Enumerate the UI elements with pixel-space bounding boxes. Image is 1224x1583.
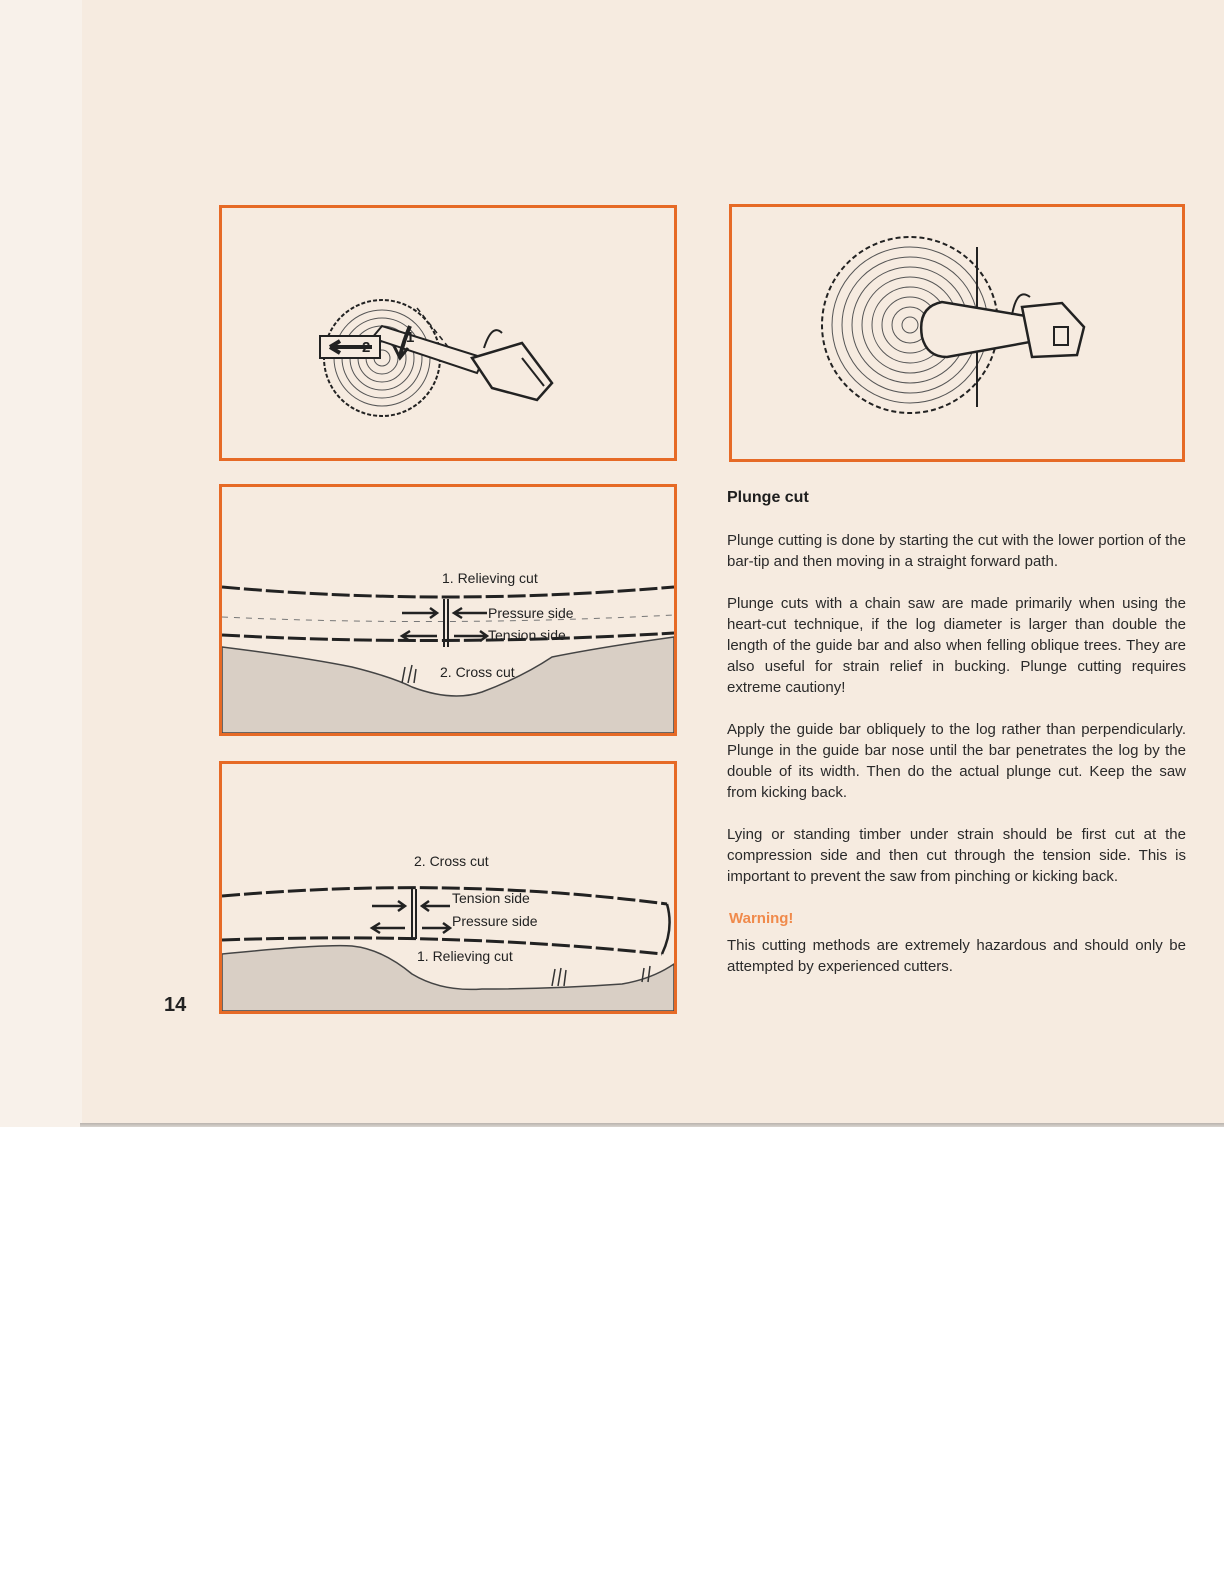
label-pressure-side: Pressure side bbox=[452, 913, 538, 929]
label-tension-side: Tension side bbox=[488, 627, 566, 643]
warning-text: This cutting methods are extremely hazardous and should only be attempted by experienced cutters. bbox=[727, 937, 1186, 975]
paragraph-2: Plunge cuts with a chain saw are made primarily when using the heart-cut technique, if the log diameter is larger than double the length of the guide bar and also when felling oblique trees. They are also useful for strain relief in bucking. Plunge cutting requires extreme cautiony! bbox=[727, 595, 1186, 696]
page-number: 14 bbox=[164, 994, 187, 1016]
label-relieving-cut: 1. Relieving cut bbox=[442, 570, 538, 586]
warning-title: Warning! bbox=[729, 910, 794, 927]
label-relieving-cut: 1. Relieving cut bbox=[417, 948, 513, 964]
section-heading: Plunge cut bbox=[727, 489, 809, 506]
figure-plunge-cut bbox=[729, 204, 1185, 462]
arrow-number-2: 2 bbox=[362, 339, 371, 356]
log-supported-ends-illustration bbox=[222, 487, 674, 733]
figure-log-cut-sequence bbox=[219, 205, 677, 461]
label-cross-cut: 2. Cross cut bbox=[440, 664, 515, 680]
figure-log-supported-ends bbox=[219, 484, 677, 736]
text-column bbox=[727, 487, 1186, 998]
page-edge bbox=[80, 1123, 1224, 1127]
log-cut-sequence-illustration bbox=[222, 208, 674, 458]
label-pressure-side: Pressure side bbox=[488, 605, 574, 621]
arrow-number-1: 1 bbox=[406, 329, 415, 346]
paragraph-1: Plunge cutting is done by starting the cut with the lower portion of the bar-tip and then moving in a straight forward path. bbox=[727, 532, 1186, 570]
label-tension-side: Tension side bbox=[452, 890, 530, 906]
plunge-cut-illustration bbox=[732, 207, 1182, 459]
paragraph-4: Lying or standing timber under strain should be first cut at the compression side and then cut through the tension side. This is important to prevent the saw from pinching or kicking back. bbox=[727, 826, 1186, 885]
figure-log-supported-middle bbox=[219, 761, 677, 1014]
log-supported-middle-illustration bbox=[222, 764, 674, 1011]
paragraph-3: Apply the guide bar obliquely to the log rather than perpendicularly. Plunge in the guide bar nose until the bar penetrates the log by the double of its width. Then do the actual plunge cut. Keep the saw from kicking back. bbox=[727, 721, 1186, 801]
label-cross-cut: 2. Cross cut bbox=[414, 853, 489, 869]
